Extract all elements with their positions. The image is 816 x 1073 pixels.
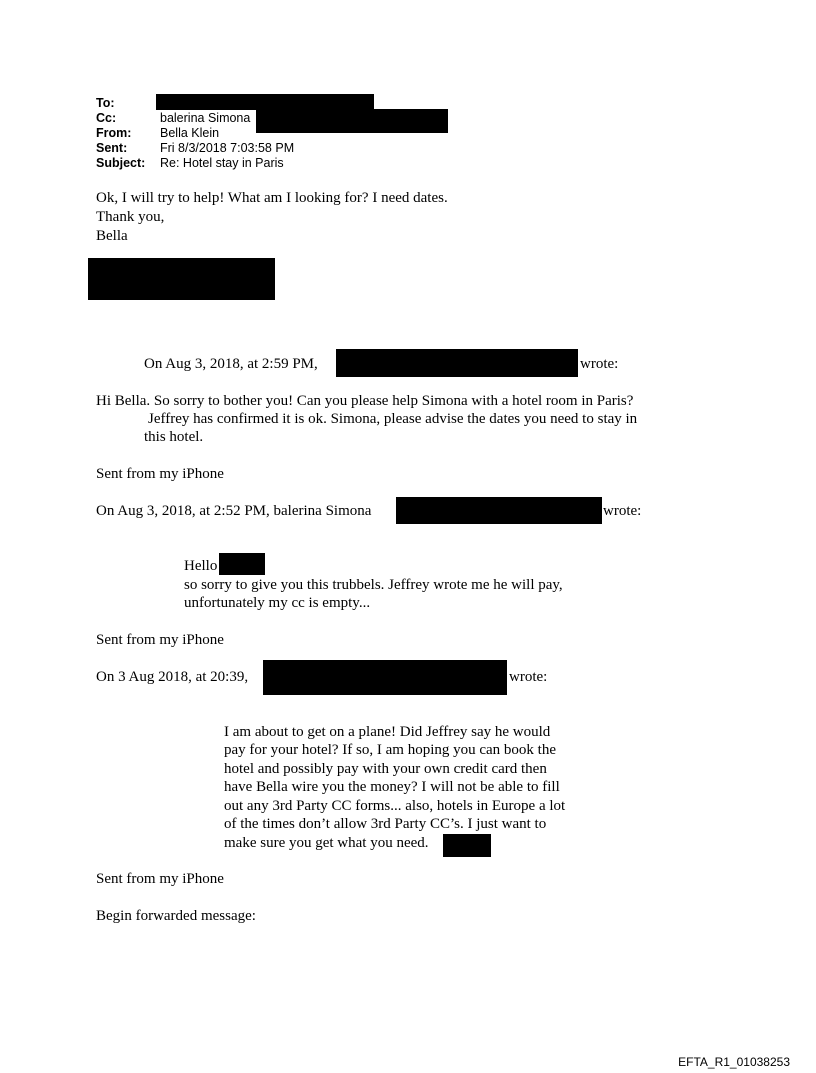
quote1-wrote: wrote:: [580, 356, 619, 372]
to-label: To:: [96, 96, 115, 110]
redaction-cc: [256, 109, 448, 133]
from-label: From:: [96, 126, 132, 140]
redaction-quote3-signoff: [443, 834, 491, 857]
cc-label: Cc:: [96, 111, 117, 125]
quote1-line-2: Jeffrey has confirmed it is ok. Simona, please advise the dates you need to stay in: [148, 411, 638, 427]
from-value: Bella Klein: [160, 126, 220, 140]
quote3-line-1: I am about to get on a plane! Did Jeffrey say he would: [224, 724, 551, 740]
document-id: EFTA_R1_01038253: [678, 1055, 790, 1069]
redaction-quote3-sender: [263, 660, 507, 695]
quote2-line-1: so sorry to give you this trubbels. Jeffrey wrote me he will pay,: [184, 577, 563, 593]
cc-value: balerina Simona: [160, 111, 251, 125]
quote2-wrote: wrote:: [603, 503, 642, 519]
quote3-line-3: hotel and possibly pay with your own credit card then: [224, 761, 547, 777]
quote3-signature: Sent from my iPhone: [96, 871, 224, 887]
quote3-wrote: wrote:: [509, 669, 548, 685]
forwarded-message-label: Begin forwarded message:: [96, 908, 256, 924]
quote2-attribution: On Aug 3, 2018, at 2:52 PM, balerina Simona: [96, 503, 372, 519]
subject-value: Re: Hotel stay in Paris: [160, 156, 284, 170]
quote3-line-4: have Bella wire you the money? I will not be able to fill: [224, 779, 560, 795]
quote3-line-7: make sure you get what you need.: [224, 835, 429, 851]
redaction-quote2-email: [396, 497, 602, 524]
quote3-line-6: of the times don’t allow 3rd Party CC’s. I just want to: [224, 816, 547, 832]
reply-line-2: Thank you,: [96, 209, 165, 225]
subject-label: Subject:: [96, 156, 146, 170]
quote1-signature: Sent from my iPhone: [96, 466, 224, 482]
sent-label: Sent:: [96, 141, 128, 155]
redaction-to: [156, 94, 374, 110]
quote2-signature: Sent from my iPhone: [96, 632, 224, 648]
quote3-line-5: out any 3rd Party CC forms... also, hotels in Europe a lot: [224, 798, 566, 814]
redaction-quote1-sender: [336, 349, 578, 377]
quote1-attribution: On Aug 3, 2018, at 2:59 PM,: [144, 356, 318, 372]
sent-value: Fri 8/3/2018 7:03:58 PM: [160, 141, 295, 155]
quote1-line-3: this hotel.: [144, 429, 204, 445]
quote3-attribution: On 3 Aug 2018, at 20:39,: [96, 669, 249, 685]
reply-line-1: Ok, I will try to help! What am I looking for? I need dates.: [96, 190, 448, 206]
quote1-line-1: Hi Bella. So sorry to bother you! Can you please help Simona with a hotel room in Paris?: [96, 393, 634, 409]
quote2-greeting: Hello: [184, 558, 218, 574]
redaction-signature: [88, 258, 275, 300]
reply-line-3: Bella: [96, 228, 128, 244]
quote3-line-2: pay for your hotel? If so, I am hoping you can book the: [224, 742, 556, 758]
quote2-line-2: unfortunately my cc is empty...: [184, 595, 371, 611]
redaction-quote2-name: [219, 553, 265, 575]
